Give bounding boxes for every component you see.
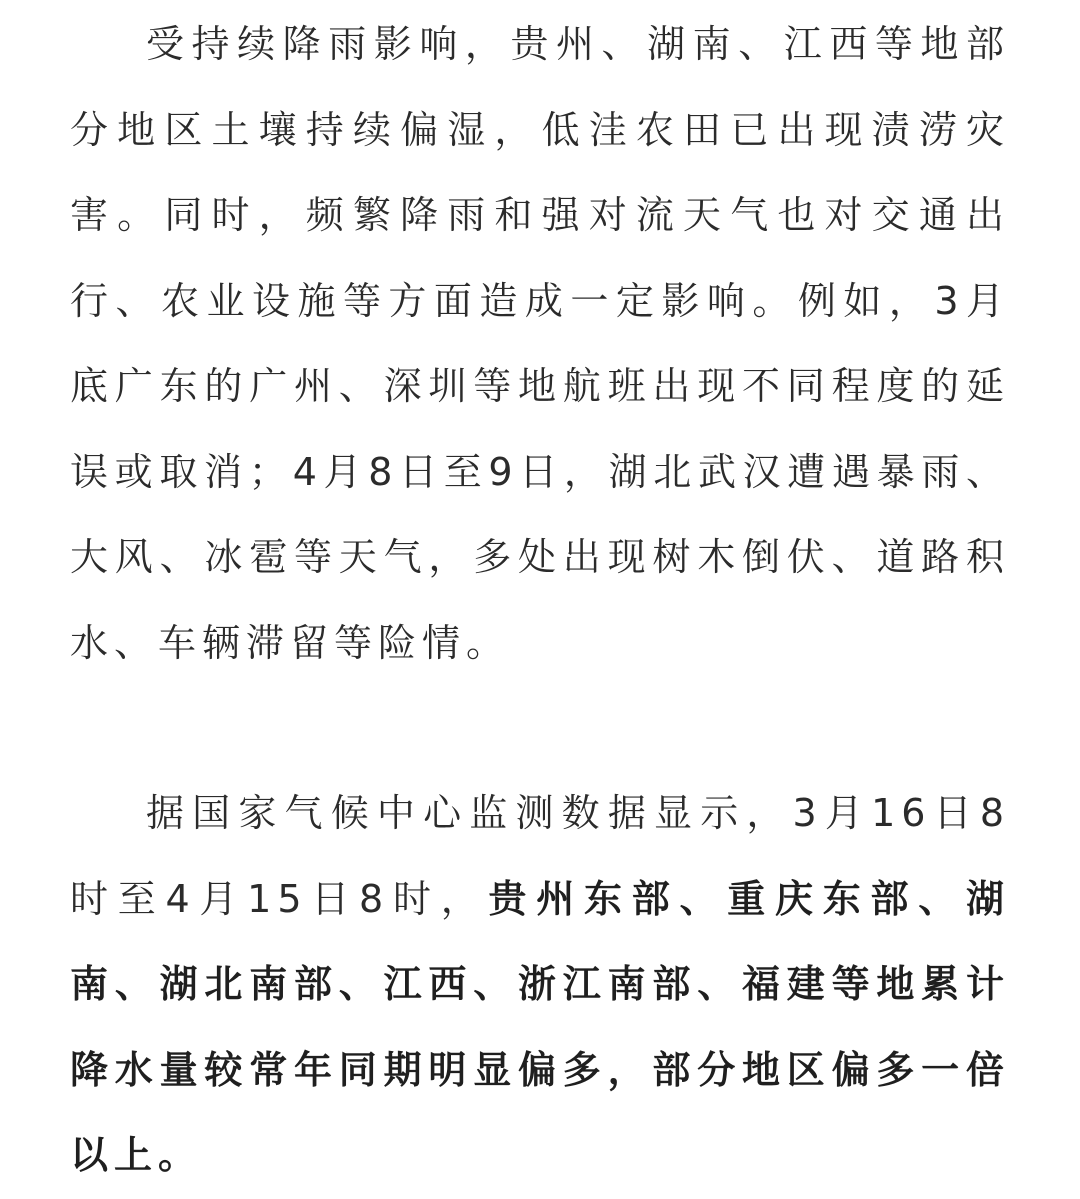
article-body bbox=[70, 0, 1010, 1199]
paragraph-rain-impact bbox=[70, 0, 1010, 686]
paragraph-climate-data-lead: 据国家气候中心监测数据显示，3月16日8时至4月15日8时， bbox=[70, 791, 1010, 921]
paragraph-climate-data-emphasis: 贵州东部、重庆东部、湖南、湖北南部、江西、浙江南部、福建等地累计降水量较常年同期明显偏多，部分地区偏多一倍以上。 bbox=[70, 876, 1010, 1177]
paragraph-climate-data bbox=[70, 771, 1010, 1199]
paragraph-rain-impact-text: 受持续降雨影响，贵州、湖南、江西等地部分地区土壤持续偏湿，低洼农田已出现渍涝灾害。同时，频繁降雨和强对流天气也对交通出行、农业设施等方面造成一定影响。例如，3月底广东的广州、深圳等地航班出现不同程度的延误或取消；4月8日至9日，湖北武汉遭遇暴雨、大风、冰雹等天气，多处出现树木倒伏、道路积水、车辆滞留等险情。 bbox=[70, 22, 1010, 665]
